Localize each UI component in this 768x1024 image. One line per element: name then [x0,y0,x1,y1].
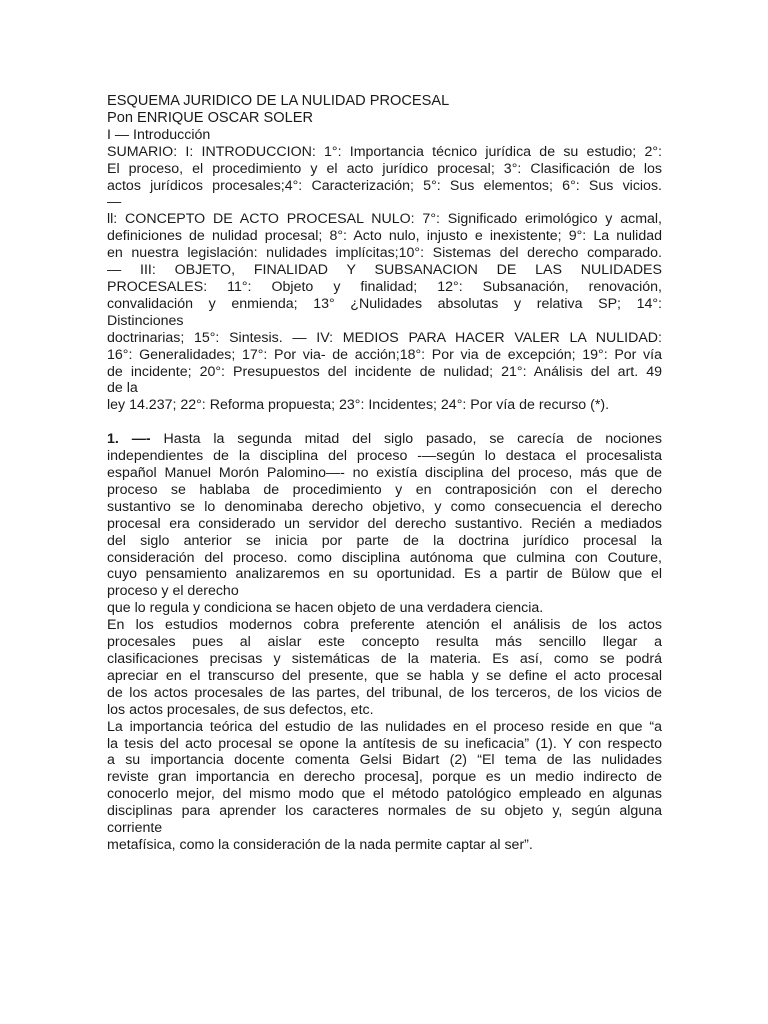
document-author: Pon ENRIQUE OSCAR SOLER [107,109,313,126]
body-block [107,431,662,854]
body-line: En los estudios modernos cobra preferente atención el análisis de los actos [107,617,662,634]
body-line: procesales pues al aislar este concepto resulta más sencillo llegar a [107,634,662,651]
summary-line: Distinciones [107,312,184,329]
body-line: consideración del proceso. como disciplina autónoma que culmina con Couture, [107,549,662,566]
summary-block [107,144,662,415]
body-line: sustantivo se lo denominaba derecho objetivo, y como consecuencia el derecho [107,498,662,515]
body-line: cuyo pensamiento analizaremos en su oportunidad. Es a partir de Bülow que el [107,566,662,583]
summary-line: en nuestra legislación: nulidades implícitas;10°: Sistemas del derecho comparado. [107,245,662,262]
body-line: español Manuel Morón Palomino—- no existía disciplina del proceso, más que de [107,465,662,482]
body-line: de los actos procesales de las partes, del tribunal, de los terceros, de los vicios de [107,684,662,701]
summary-line: actos jurídicos procesales;4°: Caracterización; 5°: Sus elementos; 6°: Sus vicios. [107,177,662,194]
summary-line: de la [107,380,138,397]
body-line: a su importancia docente comenta Gelsi Bidart (2) “El tema de las nulidades [107,752,662,769]
paragraph-number: 1. —- [107,431,151,448]
section-heading: I — Introducción [107,126,211,143]
summary-line: SUMARIO: I: INTRODUCCION: 1°: Importancia técnico jurídica de su estudio; 2°: [107,143,662,160]
body-line: conocerlo mejor, del mismo modo que el método patológico empleado en algunas [107,786,662,803]
body-line: apreciar en el transcurso del presente, que se habla y se define el acto procesal [107,667,662,684]
summary-line: definiciones de nulidad procesal; 8°: Acto nulo, injusto e inexistente; 9°: La nulidad [107,228,662,245]
body-line: proceso se hablaba de procedimiento y en contraposición con el derecho [107,481,662,498]
body-line: La importancia teórica del estudio de las nulidades en el proceso reside en que “a [107,718,662,735]
summary-line: — [107,194,122,211]
body-line: proceso y el derecho [107,583,239,600]
summary-line: de incidente; 20°: Presupuestos del incidente de nulidad; 21°: Análisis del art. 49 [107,363,662,380]
summary-line: ll: CONCEPTO DE ACTO PROCESAL NULO: 7°: Significado erimológico y acmal, [107,211,662,228]
body-line: corriente [107,820,163,837]
body-line: procesal era considerado un servidor del derecho sustantivo. Recién a mediados [107,515,662,532]
body-line: la tesis del acto procesal se opone la antítesis de su ineficacia” (1). Y con respecto [107,735,662,752]
body-line: disciplinas para aprender los caracteres normales de su objeto y, según alguna [107,803,662,820]
summary-line: ley 14.237; 22°: Reforma propuesta; 23°: Incidentes; 24°: Por vía de recurso (*). [107,397,610,414]
summary-line: 16°: Generalidades; 17°: Por via- de acción;18°: Por via de excepción; 19°: Por vía [107,346,662,363]
body-line: reviste gran importancia en derecho procesa], porque es un medio indirecto de [107,769,662,786]
paragraph-gap [107,414,662,431]
body-line: clasificaciones precisas y sistemáticas de la materia. Es así, como se podrá [107,651,662,667]
summary-line: PROCESALES: 11°: Objeto y finalidad; 12°: Subsanación, renovación, [107,278,662,295]
summary-line: — III: OBJETO, FINALIDAD Y SUBSANACION DE LAS NULIDADES [107,262,662,279]
document-title: ESQUEMA JURIDICO DE LA NULIDAD PROCESAL [107,93,450,109]
body-line: independientes de la disciplina del proceso -—según lo destaca el procesalista [107,448,662,465]
summary-line: convalidación y enmienda; 13° ¿Nulidades absolutas y relativa SP; 14°: [107,295,662,312]
body-line: que lo regula y condiciona se hacen objeto de una verdadera ciencia. [107,600,544,617]
body-line: del siglo anterior se inicia por parte de la doctrina jurídico procesal la [107,532,662,549]
body-line: metafísica, como la consideración de la nada permite captar al ser”. [107,836,533,853]
summary-line: El proceso, el procedimiento y el acto jurídico procesal; 3°: Clasificación de los [107,160,662,177]
body-line-first [107,431,662,448]
summary-line: doctrinarias; 15°: Sintesis. — IV: MEDIOS PARA HACER VALER LA NULIDAD: [107,329,662,346]
body-line-text: Hasta la segunda mitad del siglo pasado, se carecía de nociones [163,431,662,448]
body-line: los actos procesales, de sus defectos, etc. [107,701,374,718]
